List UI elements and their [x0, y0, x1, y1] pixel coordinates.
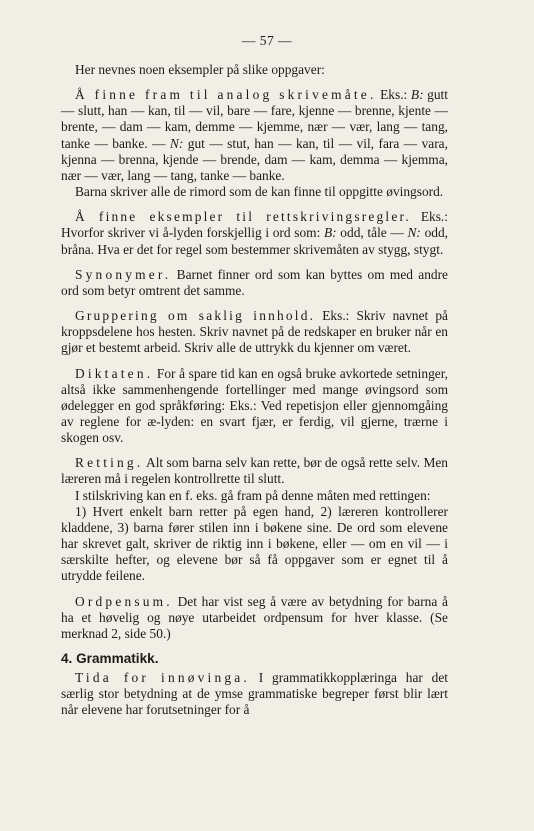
section-heading-grammar: 4. Grammatikk. — [61, 651, 159, 666]
page-number: — 57 — — [241, 33, 293, 48]
paragraph-dictation — [61, 366, 448, 447]
section-title-synonyms: Synonymer. — [75, 266, 172, 282]
nynorsk-text-2: odd, bråna. Hva er det for regel som bestemmer skrivemåten av stygg, stygt. — [61, 225, 449, 257]
section-title-timing: Tida for innøvinga. — [75, 670, 250, 686]
synonyms-text: Barnet finner ord som kan byttes om med andre ord som betyr omtrent det samme. — [61, 266, 448, 298]
dictation-text: For å spare tid kan en også bruke avkortede setninger, altså ikke sammenhengende fortellinger med mange øvingsord som ødelegger en god språkføring: Eks.: Ved repetisjon eller gjennomgåing av reglene for æ-lyden: en svart fjær, er ferdig, vil gjerne, trærne i skogen osv. — [61, 365, 448, 446]
section-title-dictation: Diktaten. — [75, 365, 154, 381]
rules-text: Eks.: Hvorfor skriver vi å-lyden forskjellig i ord som: — [61, 209, 448, 241]
nynorsk-label-2: N: — [407, 225, 421, 241]
word-list-text: Det har vist seg å være av betydning for barna å ha et høvelig og nøye utarbeidet ordpensum for hver klasse. (Se merknad 2, side 50.) — [61, 593, 448, 641]
correction-text: Alt som barna selv kan rette, bør de også rette selv. Men læreren må i regelen kontrollrette til slutt. — [61, 455, 448, 487]
paragraph-correction — [61, 455, 448, 487]
paragraph-grouping — [61, 308, 448, 356]
grouping-text: Eks.: Skriv navnet på kroppsdelene hos hesten. Skriv navnet på de redskaper en bruker når en gjør et bestemt arbeid. Skriv alle de uttrykk du kjenner om været. — [61, 308, 448, 356]
paragraph-word-list — [61, 594, 448, 642]
section-title-word-list: Ordpensum. — [75, 593, 173, 609]
page-body — [61, 62, 448, 728]
section-title-grouping: Gruppering om saklig innhold. — [75, 308, 316, 324]
eks-label: Eks.: — [380, 87, 408, 103]
bokmal-label: B: — [410, 87, 424, 103]
bokmal-label-2: B: — [323, 225, 337, 241]
section-title-correction: Retting. — [75, 455, 144, 471]
paragraph-correction-steps: 1) Hvert enkelt barn retter på egen hand, 2) læreren kontrollerer kladdene, 3) barna fører stilen inn i bøkene sine. De ord som elevene har skrevet galt, skriver de riktig inn i bøkene, eller — om en vil — i særskilte hefter, og elevene bør så få oppgaver som er egnet til å utrydde feilene. — [61, 503, 448, 584]
bokmal-examples: gutt — slutt, han — kan, til — vil, bare — fare, kjenne — brenne, kjente — brente, — dam — kam, demme — kjemme, nær — vær, lang — tang, tanke — banke. — — [61, 87, 448, 151]
timing-text: I grammatikkopplæringa har det særlig stor betydning at de ymse grammatiske begreper først blir lært når elevene har forutsetninger for å — [61, 670, 448, 718]
paragraph-synonyms — [61, 267, 448, 299]
section-title-rules: Å finne eksempler til rettskrivingsregler. — [75, 209, 411, 225]
nynorsk-label: N: — [169, 135, 184, 151]
paragraph-rhyme-words: Barna skriver alle de rimord som de kan finne til oppgitte øvingsord. — [75, 184, 444, 200]
paragraph-spelling-rules — [61, 209, 448, 257]
nynorsk-examples: gut — stut, han — kan, til — vil, fara — vara, kjenna — brenna, kjende — brende, dam — kam, demma — kjemma, nær — vær, lang — tang, tanke — banke. — [61, 135, 448, 183]
paragraph-essay-correction: I stilskriving kan en f. eks. gå fram på denne måten med rettingen: — [75, 487, 431, 503]
paragraph-analog-spelling — [61, 87, 448, 184]
bokmal-text-2: odd, tåle — — [336, 225, 408, 241]
intro-paragraph: Her nevnes noen eksempler på slike oppgaver: — [75, 62, 325, 77]
paragraph-grammar-timing — [61, 670, 448, 718]
section-title-analog: Å finne fram til analog skrivemåte. — [75, 87, 377, 103]
